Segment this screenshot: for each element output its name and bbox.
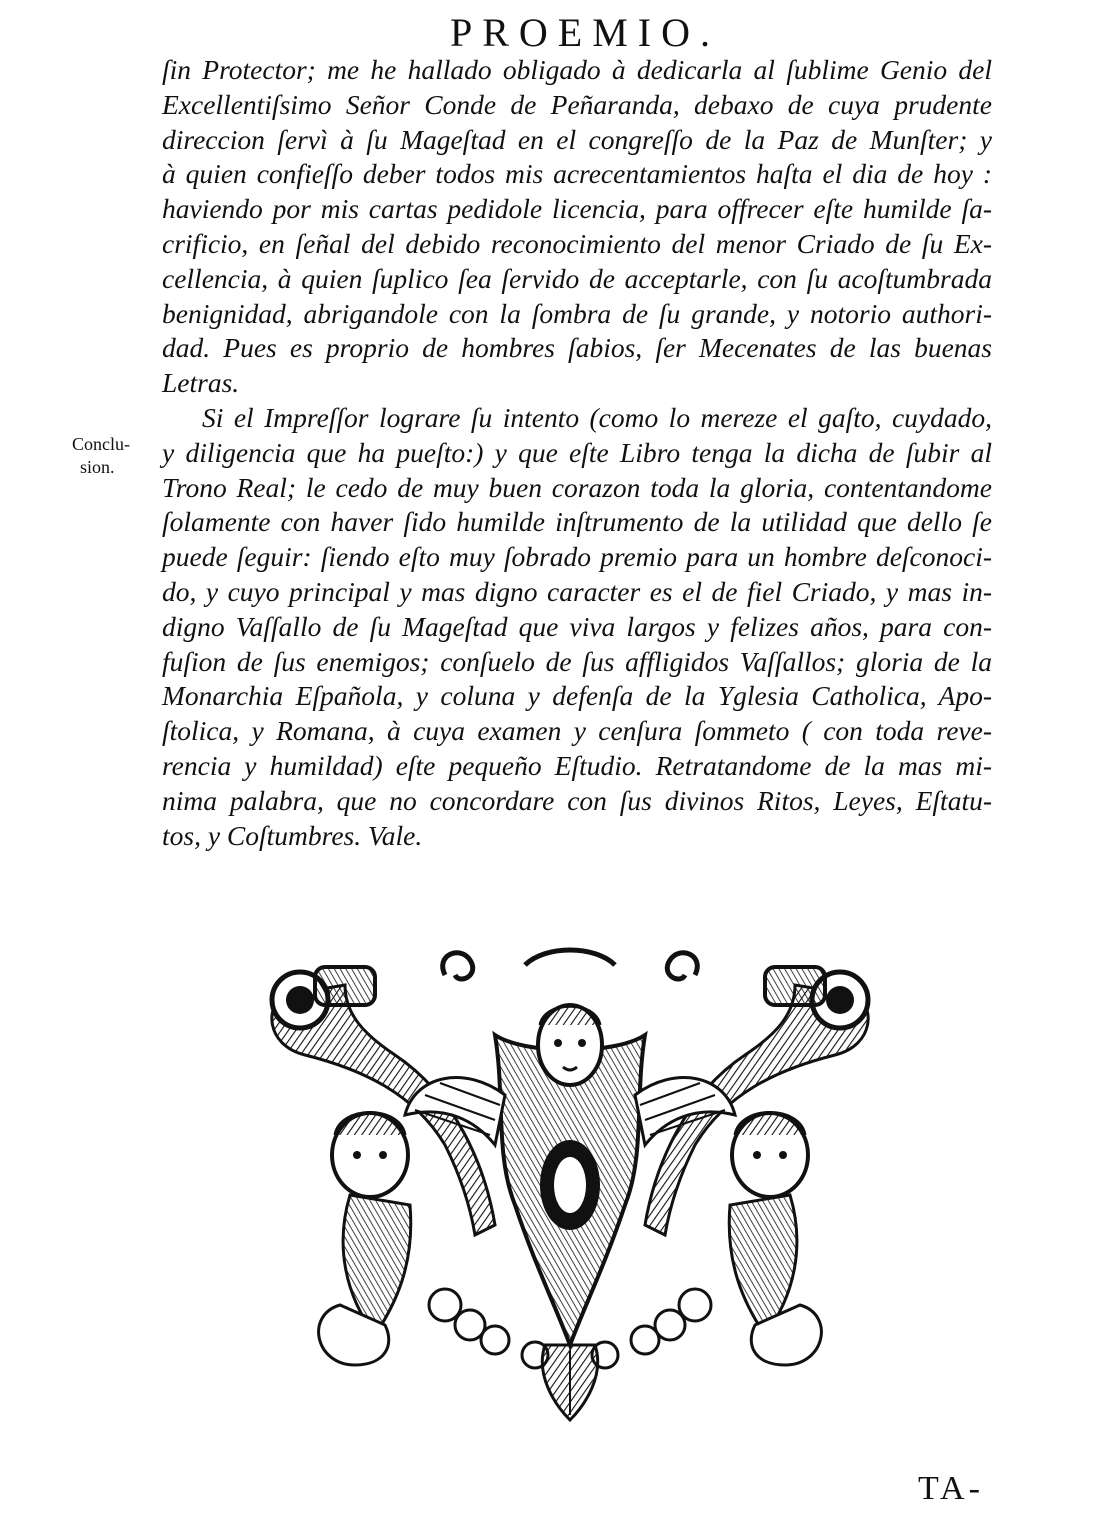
text-line: Excellentiſsimo Señor Conde de Peñaranda, debaxo de cuya prudente	[162, 88, 992, 120]
body-text	[162, 53, 992, 853]
page-title: PROEMIO.	[449, 10, 721, 55]
text-line: tos, y Coſtumbres. Vale.	[162, 819, 423, 851]
margin-note	[72, 433, 152, 479]
text-line: crificio, en ſeñal del debido reconocimiento del menor Criado de ſu Ex-	[162, 227, 992, 259]
text-line: ſin Protector; me he hallado obligado à dedicarla al ſublime Genio del	[162, 54, 992, 85]
text-line: direccion ſervì à ſu Mageſtad en el congreſſo de la Paz de Munſter; y	[162, 123, 992, 155]
margin-note-line-1: Conclu-	[72, 434, 130, 454]
baroque-cartouche-ornament-icon	[245, 945, 895, 1425]
text-line: ſolamente con haver ſido humilde inſtrumento de la utilidad que dello ſe	[162, 506, 992, 538]
text-line: fuſion de ſus enemigos; conſuelo de ſus affligidos Vaſſallos; gloria de la	[162, 645, 992, 677]
catchword: TA-	[918, 1470, 984, 1507]
text-line: Letras.	[162, 367, 240, 399]
text-line: nima palabra, que no concordare con ſus divinos Ritos, Leyes, Eſtatu-	[162, 784, 992, 816]
text-line: Trono Real; le cedo de muy buen corazon toda la gloria, contentandome	[162, 471, 992, 503]
text-line: haviendo por mis cartas pedidole licencia, para offrecer eſte humilde ſa-	[162, 193, 992, 225]
margin-note-line-2: sion.	[80, 457, 115, 477]
text-line: à quien confieſſo deber todos mis acrecentamientos haſta el dia de hoy :	[162, 158, 992, 190]
text-line: benignidad, abrigandole con la ſombra de ſu grande, y notorio authori-	[162, 297, 992, 329]
text-line-paragraph-start: Si el Impreſſor lograre ſu intento (como lo mereze el gaſto, cuydado,	[202, 401, 992, 433]
text-line: Monarchia Eſpañola, y coluna y defenſa de la Yglesia Catholica, Apo-	[162, 680, 992, 712]
text-line: cellencia, à quien ſuplico ſea ſervido de acceptarle, con ſu acoſtumbrada	[162, 262, 992, 294]
text-line: rencia y humildad) eſte pequeño Eſtudio. Retratandome de la mas mi-	[162, 749, 992, 781]
text-line: do, y cuyo principal y mas digno caracter es el de fiel Criado, y mas in-	[162, 575, 992, 607]
text-line: ſtolica, y Romana, à cuya examen y cenſura ſommeto ( con toda reve-	[162, 715, 992, 747]
text-line: y diligencia que ha pueſto:) y que eſte Libro tenga la dicha de ſubir al	[162, 436, 992, 468]
text-line: dad. Pues es proprio de hombres ſabios, ſer Mecenates de las buenas	[162, 332, 992, 364]
text-line: digno Vaſſallo de ſu Mageſtad que viva largos y felizes años, para con-	[162, 610, 992, 642]
text-line: puede ſeguir: ſiendo eſto muy ſobrado premio para un hombre deſconoci-	[162, 541, 992, 573]
